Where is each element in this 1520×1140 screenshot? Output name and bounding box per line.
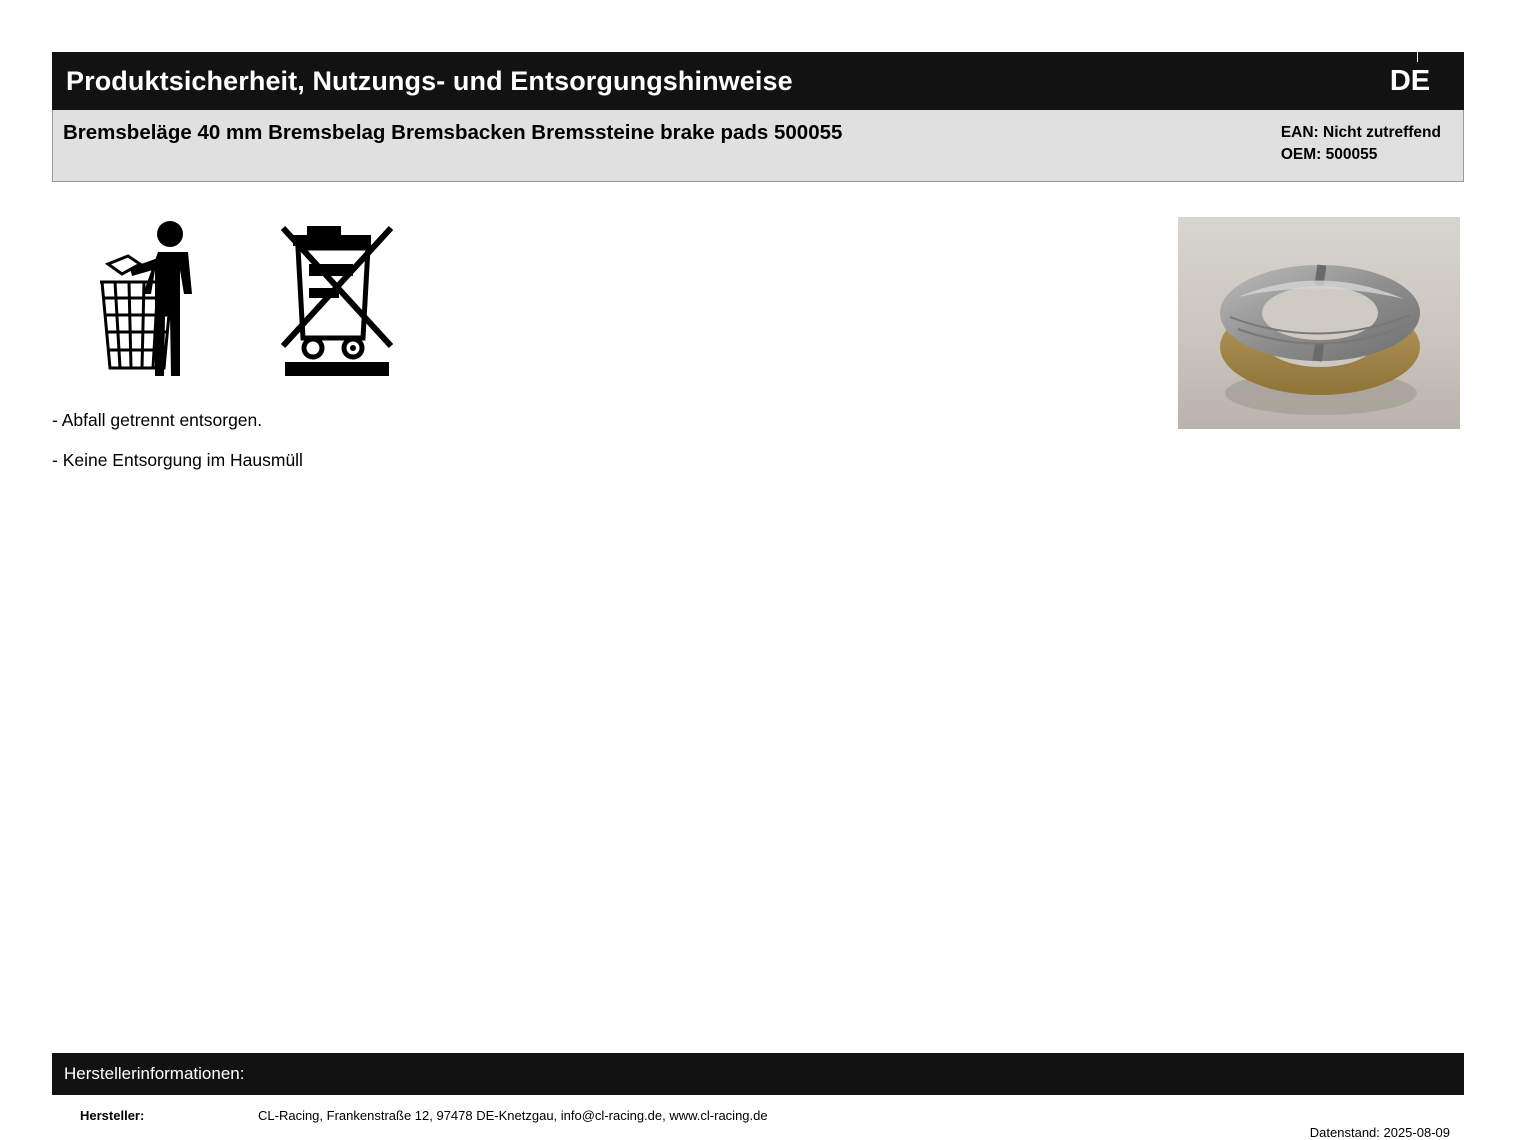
- language-code: DE: [1389, 64, 1431, 97]
- product-photo: [1178, 217, 1460, 429]
- manufacturer-section-header: [52, 1053, 1464, 1095]
- datestamp: Datenstand: 2025-08-09: [1309, 1125, 1450, 1140]
- product-subheader: [52, 110, 1464, 182]
- manufacturer-key: Hersteller:: [80, 1108, 145, 1123]
- body-area: [52, 212, 1464, 792]
- weee-crossed-out-wheelie-bin-icon: [273, 220, 403, 380]
- pictogram-row: [88, 220, 403, 380]
- title-bar: [52, 52, 1464, 110]
- product-name: Bremsbeläge 40 mm Bremsbelag Bremsbacken Bremssteine brake pads 500055: [63, 121, 843, 144]
- header-sheet: [52, 52, 1464, 182]
- dispose-in-bin-icon: [88, 220, 213, 380]
- disposal-notes: [52, 410, 303, 489]
- list-item: - Abfall getrennt entsorgen.: [52, 410, 263, 430]
- manufacturer-section: [52, 1053, 1464, 1123]
- ean-code: EAN: Nicht zutreffend: [1280, 124, 1441, 141]
- product-codes: [1281, 122, 1441, 166]
- manufacturer-section-label: Herstellerinformationen:: [64, 1064, 245, 1083]
- manufacturer-row: [52, 1108, 1464, 1123]
- oem-code: OEM: 500055: [1280, 146, 1378, 163]
- language-badge: [1364, 52, 1456, 110]
- list-item: - Keine Entsorgung im Hausmüll: [52, 449, 303, 470]
- page-title: Produktsicherheit, Nutzungs- und Entsorgungshinweise: [66, 65, 793, 96]
- manufacturer-value: CL-Racing, Frankenstraße 12, 97478 DE-Knetzgau, info@cl-racing.de, www.cl-racing.de: [258, 1108, 768, 1123]
